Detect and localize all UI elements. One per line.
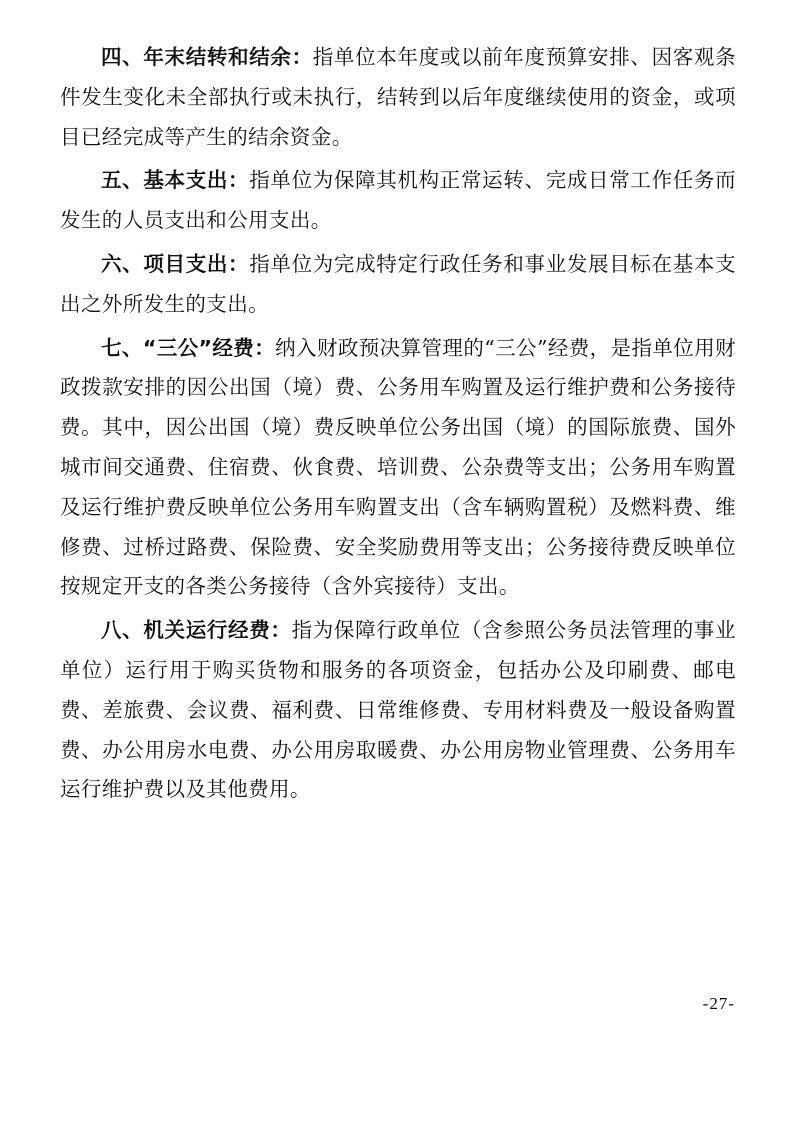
term-project-expenditure: 六、项目支出： [101,251,250,276]
paragraph-basic-expenditure [60,161,736,241]
term-three-public-expenses: 七、“三公”经费： [101,335,276,360]
term-basic-expenditure: 五、基本支出： [101,168,250,193]
term-year-end-carryover: 四、年末结转和结余： [101,45,313,69]
definition-year-end-carryover: 指单位本年度或以前年度预算安排、因客观条件发生变化未全部执行或未执行，结转到以后年度继续使用的资金，或项目已经完成等产生的结余资金。 [60,45,737,149]
document-body [60,38,736,814]
definition-basic-expenditure: 指单位为保障其机构正常运转、完成日常工作任务而发生的人员支出和公用支出。 [60,168,736,233]
definition-project-expenditure: 指单位为完成特定行政任务和事业发展目标在基本支出之外所发生的支出。 [60,251,736,316]
definition-agency-operating-expenses: 指为保障行政单位（含参照公务员法管理的事业单位）运行用于购买货物和服务的各项资金，包括办公及印刷费、邮电费、差旅费、会议费、福利费、日常维修费、专用材料费及一般设备购置费、办公用房水电费、办公用房取暖费、办公用房物业管理费、公务用车运行维护费以及其他费用。 [60,618,736,802]
paragraph-project-expenditure [60,245,736,325]
paragraph-year-end-carryover [60,38,736,157]
term-agency-operating-expenses: 八、机关运行经费： [101,618,292,643]
paragraph-agency-operating-expenses [60,611,736,810]
definition-three-public-expenses: 纳入财政预决算管理的“三公”经费，是指单位用财政拨款安排的因公出国（境）费、公务用车购置及运行维护费和公务接待费。其中，因公出国（境）费反映单位公务出国（境）的国际旅费、国外城市间交通费、住宿费、伙食费、培训费、公杂费等支出；公务用车购置及运行维护费反映单位公务用车购置支出（含车辆购置税）及燃料费、维修费、过桥过路费、保险费、安全奖励费用等支出；公务接待费反映单位按规定开支的各类公务接待（含外宾接待）支出。 [60,335,736,599]
paragraph-three-public-expenses [60,329,736,608]
page-number: -27- [702,994,735,1013]
